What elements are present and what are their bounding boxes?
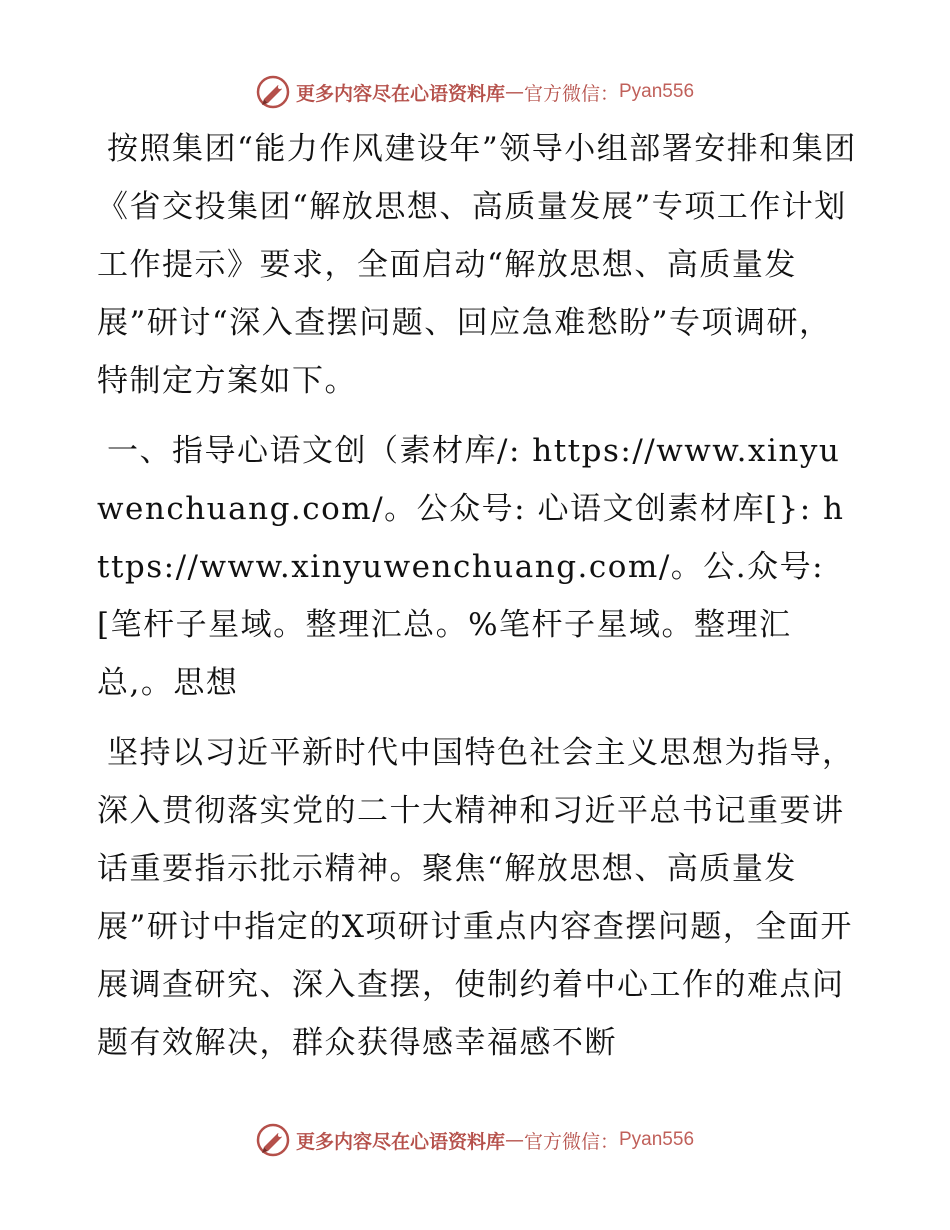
banner-dash: — [504,1129,524,1151]
document-body [97,120,857,1084]
pen-logo-icon [256,75,290,109]
banner-title: 更多内容尽在心语资料库 [295,1130,505,1153]
footer-banner [0,1120,950,1160]
header-banner [0,72,950,112]
paragraph-section-one: 一、指导心语文创（素材库/: https://www.xinyuwenchuang.com/。公众号: 心语文创素材库[}: https://www.xinyuwenchuang.com/。公.众号: [笔杆子星域。整理汇总。%笔杆子星域。整理汇总,。思想 [97,433,845,701]
pen-logo-icon [256,1123,290,1157]
banner-wechat-id: Pyan556 [619,1129,695,1150]
banner-official-wechat: 官方微信： [523,82,619,105]
banner-official-wechat: 官方微信： [523,1130,619,1153]
banner-dash: — [504,81,524,103]
banner-title: 更多内容尽在心语资料库 [295,82,505,105]
banner-wechat-id: Pyan556 [619,81,695,102]
paragraph-intro: 按照集团“能力作风建设年”领导小组部署安排和集团《省交投集团“解放思想、高质量发展”专项工作计划工作提示》要求，全面启动“解放思想、高质量发展”研讨“深入查摆问题、回应急难愁盼”专项调研，特制定方案如下。 [97,131,857,399]
paragraph-guiding-thought: 坚持以习近平新时代中国特色社会主义思想为指导，深入贯彻落实党的二十大精神和习近平总书记重要讲话重要指示批示精神。聚焦“解放思想、高质量发展”研讨中指定的X项研讨重点内容查摆问题，全面开展调查研究、深入查摆，使制约着中心工作的难点问题有效解决，群众获得感幸福感不断 [97,735,855,1061]
